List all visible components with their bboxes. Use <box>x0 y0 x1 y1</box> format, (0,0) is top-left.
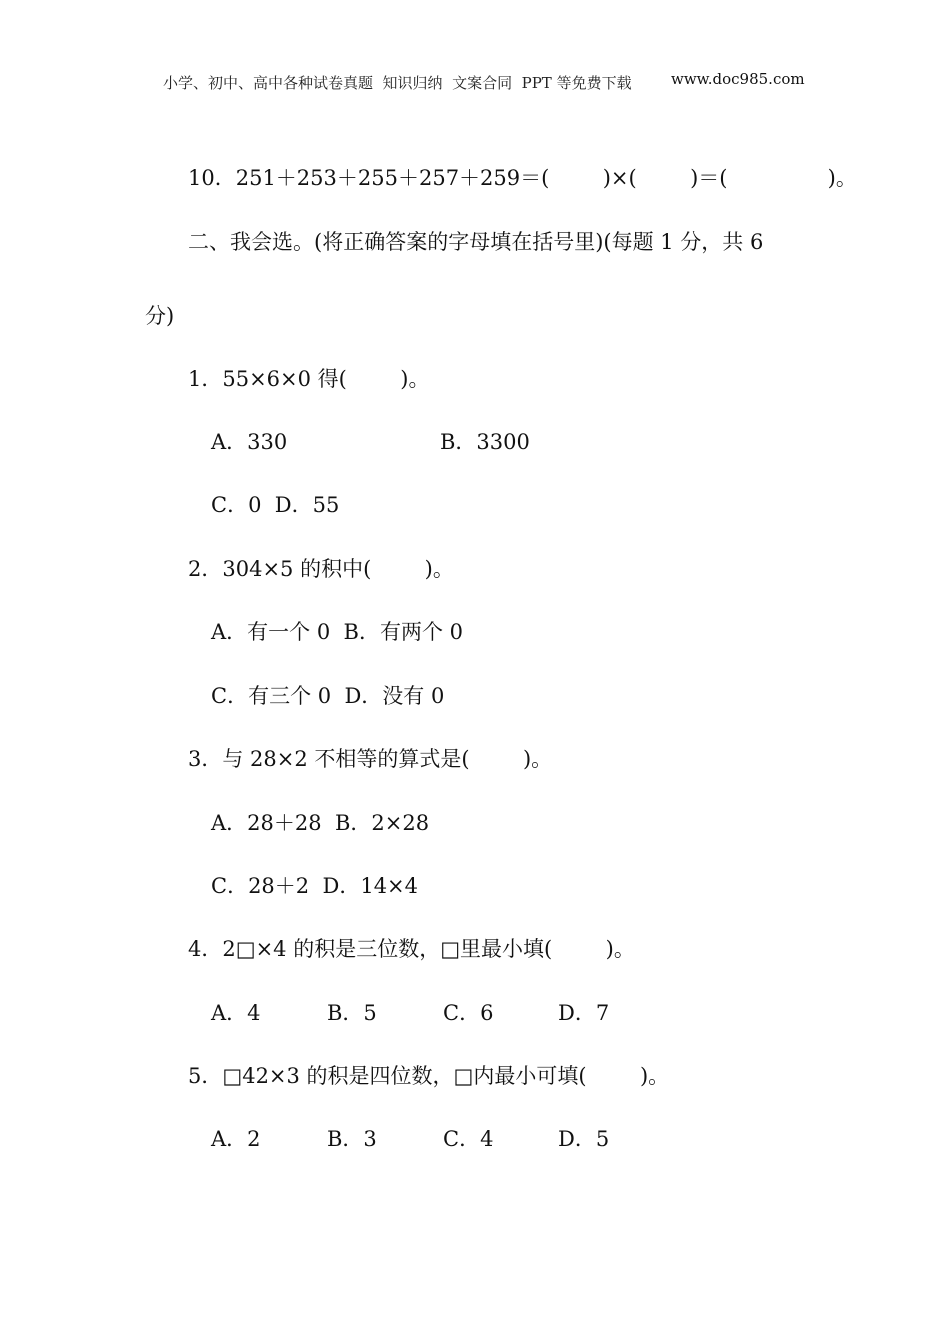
q4-option-a: A．4 <box>211 1001 261 1025</box>
q1-option-b: B．3300 <box>440 430 530 454</box>
q4-option-b: B．5 <box>327 1001 377 1025</box>
q1-options-cd: C．0 D．55 <box>211 493 340 517</box>
q5-option-d: D．5 <box>558 1127 610 1151</box>
q2-options-ab: A．有一个 0 B．有两个 0 <box>211 620 464 644</box>
question-5: 5．□42×3 的积是四位数，□内最小可填( )。 <box>188 1064 670 1088</box>
q5-option-b: B．3 <box>327 1127 377 1151</box>
q4-option-d: D．7 <box>558 1001 610 1025</box>
q5-option-c: C．4 <box>443 1127 494 1151</box>
q4-option-c: C．6 <box>443 1001 494 1025</box>
question-10: 10．251＋253＋255＋257＋259＝( )×( )＝( )。 <box>188 166 857 190</box>
question-4: 4．2□×4 的积是三位数，□里最小填( )。 <box>188 937 635 961</box>
section-2-heading: 二、我会选。(将正确答案的字母填在括号里)(每题 1 分，共 6 <box>188 230 764 254</box>
q3-options-ab: A．28＋28 B．2×28 <box>211 811 430 835</box>
q3-options-cd: C．28＋2 D．14×4 <box>211 874 419 898</box>
q1-option-a: A．330 <box>211 430 288 454</box>
question-2: 2．304×5 的积中( )。 <box>188 557 454 581</box>
q5-option-a: A．2 <box>211 1127 261 1151</box>
q2-options-cd: C．有三个 0 D．没有 0 <box>211 684 445 708</box>
question-1: 1．55×6×0 得( )。 <box>188 367 430 391</box>
header-url: www.doc985.com <box>671 70 805 88</box>
question-3: 3．与 28×2 不相等的算式是( )。 <box>188 747 553 771</box>
header-text: 小学、初中、高中各种试卷真题 知识归纳 文案合同 PPT 等免费下载 <box>163 74 632 92</box>
section-2-heading-cont: 分) <box>145 304 175 328</box>
